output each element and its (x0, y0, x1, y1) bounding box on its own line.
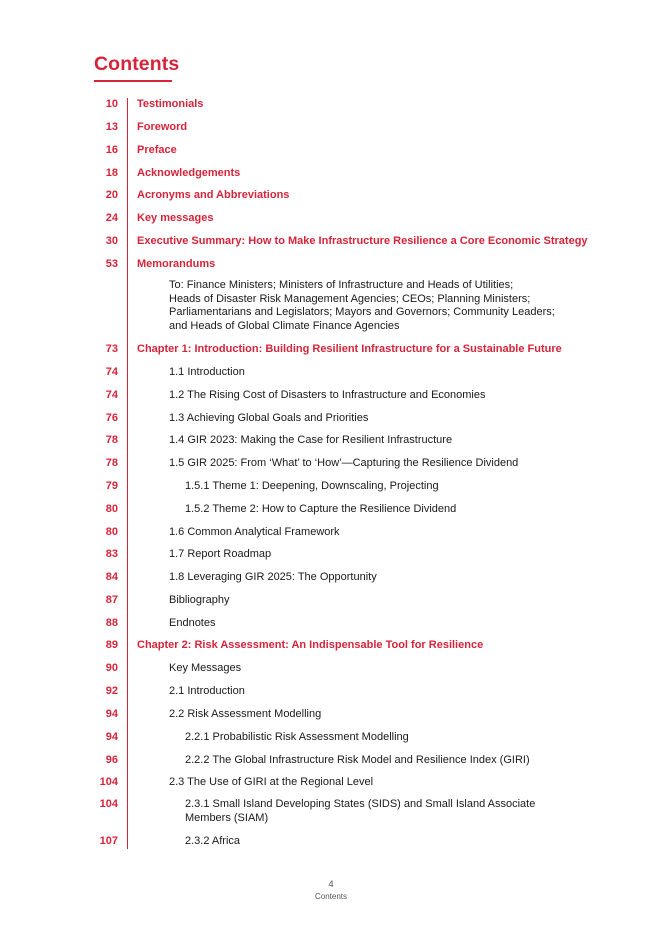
toc-page-number: 87 (105, 594, 118, 606)
toc-entry-title: Key messages (137, 212, 214, 224)
toc-section-row[interactable] (94, 144, 594, 158)
footer-label: Contents (314, 892, 348, 901)
toc-section-row[interactable] (94, 189, 594, 203)
title-underline (94, 80, 172, 82)
toc-subsection-row[interactable] (94, 776, 594, 790)
toc-entry-title: Acknowledgements (137, 167, 241, 179)
toc-page-number: 13 (105, 121, 118, 133)
toc-page-number: 104 (99, 798, 118, 810)
toc-page-number: 92 (105, 685, 118, 697)
toc-page-number: 94 (105, 708, 118, 720)
toc-page-number: 88 (105, 617, 118, 629)
toc-entry-title: Chapter 2: Risk Assessment: An Indispensable Tool for Resilience (137, 639, 484, 651)
toc-page-number: 20 (105, 189, 118, 201)
toc-entry-title: 1.2 The Rising Cost of Disasters to Infrastructure and Economies (169, 389, 486, 401)
toc-entry-title: 2.2.1 Probabilistic Risk Assessment Modelling (185, 731, 409, 743)
toc-subsection-row[interactable] (94, 617, 594, 631)
toc-entry-title: Memorandums (137, 258, 216, 270)
toc-entry-title: Testimonials (137, 98, 204, 110)
toc-page-number: 104 (99, 776, 118, 788)
toc-subsection-row[interactable] (94, 526, 594, 540)
toc-section-row[interactable] (94, 98, 594, 112)
toc-subsection-row[interactable] (94, 685, 594, 699)
toc-entry-title: Foreword (137, 121, 188, 133)
toc-page-number: 84 (105, 571, 118, 583)
toc-page-number: 74 (105, 366, 118, 378)
toc-subsection-row[interactable] (94, 457, 594, 471)
toc-page-number: 96 (105, 754, 118, 766)
toc-section-row[interactable] (94, 167, 594, 181)
toc-entry-title: 2.3.1 Small Island Developing States (SIDS) and Small Island Associate Members (SIAM) (185, 798, 536, 824)
toc-entry-title: 1.8 Leveraging GIR 2025: The Opportunity (169, 571, 377, 583)
toc-subsection-row[interactable] (94, 279, 594, 333)
toc-subsection-row[interactable] (94, 662, 594, 676)
toc-entry-title: 1.4 GIR 2023: Making the Case for Resilient Infrastructure (169, 434, 453, 446)
toc-entry-title: 2.2.2 The Global Infrastructure Risk Model and Resilience Index (GIRI) (185, 754, 530, 766)
toc-page-number: 89 (105, 639, 118, 651)
toc-page-number: 79 (105, 480, 118, 492)
toc-section-row[interactable] (94, 121, 594, 135)
toc-entry-title: Acronyms and Abbreviations (137, 189, 290, 201)
toc-subsection-row[interactable] (94, 798, 594, 825)
toc-section-row[interactable] (94, 258, 594, 272)
page-title: Contents (94, 53, 180, 75)
toc-entry-title: Bibliography (169, 594, 230, 606)
toc-page-number: 80 (105, 503, 118, 515)
toc-subsection-row[interactable] (94, 731, 594, 745)
toc-subsection-row[interactable] (94, 412, 594, 426)
toc-subsection-row[interactable] (94, 835, 594, 849)
toc-page-number: 83 (105, 548, 118, 560)
toc-page-number: 90 (105, 662, 118, 674)
toc-page-number: 16 (105, 144, 118, 156)
toc-page-number: 73 (105, 343, 118, 355)
toc-page-number: 76 (105, 412, 118, 424)
toc-page-number: 74 (105, 389, 118, 401)
toc-section-row[interactable] (94, 639, 594, 653)
page-number: 4 (328, 879, 334, 890)
toc-entry-title: 1.7 Report Roadmap (169, 548, 272, 560)
toc-subsection-row[interactable] (94, 503, 594, 517)
toc-entry-title: Executive Summary: How to Make Infrastructure Resilience a Core Economic Strategy (137, 235, 588, 247)
toc-entry-title: 2.3 The Use of GIRI at the Regional Level (169, 776, 374, 788)
toc-subsection-row[interactable] (94, 571, 594, 585)
toc-subsection-row[interactable] (94, 594, 594, 608)
toc-entry-title: 1.5 GIR 2025: From ‘What’ to ‘How’—Capturing the Resilience Dividend (169, 457, 519, 469)
toc-section-row[interactable] (94, 212, 594, 226)
toc-page-number: 10 (105, 98, 118, 110)
toc-entry-title: Key Messages (169, 662, 242, 674)
toc-page-number: 30 (105, 235, 118, 247)
toc-entry-title: 1.6 Common Analytical Framework (169, 526, 340, 538)
toc-entry-title: Chapter 1: Introduction: Building Resilient Infrastructure for a Sustainable Future (137, 343, 562, 355)
toc-entry-title: 1.5.1 Theme 1: Deepening, Downscaling, Projecting (185, 480, 439, 492)
toc-page-number: 80 (105, 526, 118, 538)
toc-page-number: 78 (105, 434, 118, 446)
toc-section-row[interactable] (94, 235, 594, 249)
toc-page-number: 18 (105, 167, 118, 179)
toc-entry-title: 1.3 Achieving Global Goals and Priorities (169, 412, 369, 424)
toc-page-number: 78 (105, 457, 118, 469)
toc-subsection-row[interactable] (94, 480, 594, 494)
toc-subsection-row[interactable] (94, 389, 594, 403)
toc-entry-title: 1.5.2 Theme 2: How to Capture the Resilience Dividend (185, 503, 457, 515)
toc-subsection-row[interactable] (94, 434, 594, 448)
toc-subsection-row[interactable] (94, 548, 594, 562)
toc-entry-title: 1.1 Introduction (169, 366, 245, 378)
toc-entry-title: 2.1 Introduction (169, 685, 245, 697)
toc-page-number: 53 (105, 258, 118, 270)
toc-entry-title: Endnotes (169, 617, 216, 629)
toc-entry-title: 2.3.2 Africa (185, 835, 241, 847)
toc-entry-title: To: Finance Ministers; Ministers of Infrastructure and Heads of Utilities; Heads of Disaster Risk Management Agencies; CEOs; Planning Ministers; Parliamentarians and Legislators; Mayors and Governors; Community Leaders; and Heads of Global Climate Finance Agencies (169, 279, 555, 332)
toc-section-row[interactable] (94, 343, 594, 357)
toc-subsection-row[interactable] (94, 366, 594, 380)
toc-entry-title: Preface (137, 144, 177, 156)
toc-subsection-row[interactable] (94, 754, 594, 768)
toc-page-number: 107 (99, 835, 118, 847)
toc-page-number: 24 (105, 212, 118, 224)
toc-page-number: 94 (105, 731, 118, 743)
toc-subsection-row[interactable] (94, 708, 594, 722)
toc-entry-title: 2.2 Risk Assessment Modelling (169, 708, 322, 720)
